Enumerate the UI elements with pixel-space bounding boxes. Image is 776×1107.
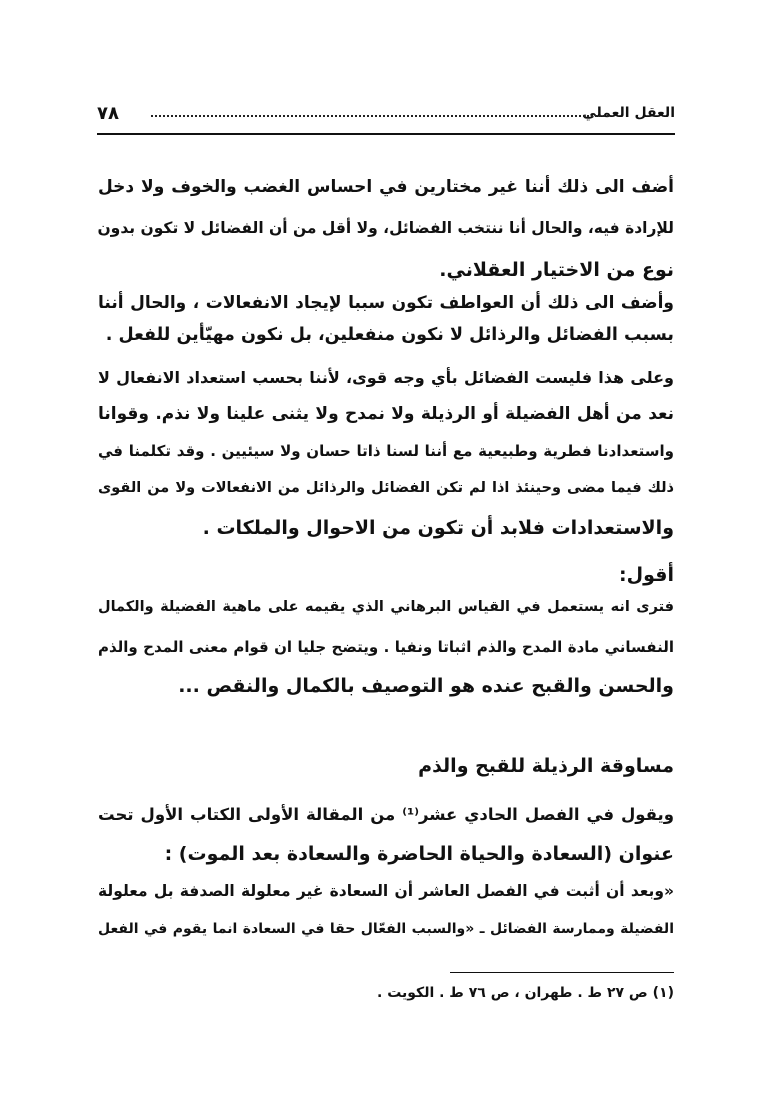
text-line: نعد من أهل الفضيلة أو الرذيلة ولا نمدح ولا يثنى علينا ولا نذم. وقوانا (98, 404, 674, 424)
header-rule (97, 133, 675, 135)
text-line: نوع من الاختيار العقلاني. (439, 259, 674, 281)
text-line: واستعدادنا فطرية وطبيعية مع أننا لسنا ذاتا حسان ولا سيئيين . وقد تكلمنا في (98, 442, 674, 460)
footnote: (١) ص ٢٧ ط . طهران ، ص ٧٦ ط . الكويت . (377, 985, 674, 1001)
text-line: وأضف الى ذلك أن العواطف تكون سببا لإيجاد الانفعالات ، والحال أننا (98, 293, 674, 313)
chapter-title: العقل العملي (582, 105, 675, 121)
text-line: والحسن والقبح عنده هو التوصيف بالكمال والنقص ... (178, 675, 674, 697)
header-dot-leader (151, 115, 609, 117)
text-line: أضف الى ذلك أننا غير مختارين في احساس الغضب والخوف ولا دخل (98, 177, 674, 197)
text-line: عنوان (السعادة والحياة الحاضرة والسعادة بعد الموت) : (164, 843, 674, 865)
text-line: بسبب الفضائل والرذائل لا نكون منفعلين، بل نكون مهيّأين للفعل . (105, 325, 674, 345)
text-line: والاستعدادات فلابد أن تكون من الاحوال والملكات . (202, 517, 674, 539)
page-number: ٧٨ (97, 103, 119, 124)
text-line: ويقول في الفصل الحادي عشر⁽¹⁾ من المقالة الأولى الكتاب الأول تحت (98, 805, 674, 824)
text-line: ذلك فيما مضى وحينئذ اذا لم تكن الفضائل والرذائل من الانفعالات ولا من القوى (98, 480, 674, 496)
running-header (97, 103, 675, 129)
text-line: فترى انه يستعمل في القياس البرهاني الذي يقيمه على ماهية الفضيلة والكمال (98, 599, 674, 615)
aqul-label: أقول: (619, 564, 674, 586)
text-line: وعلى هذا فليست الفضائل بأي وجه قوى، لأننا بحسب استعداد الانفعال لا (98, 368, 674, 387)
footnote-rule (450, 972, 674, 973)
text-line: الفضيلة وممارسة الفضائل ـ «والسبب الفعّال حقا في السعادة انما يقوم في الفعل (98, 921, 674, 937)
text-line: للإرادة فيه، والحال أنا ننتخب الفضائل، ولا أقل من أن الفضائل لا تكون بدون (97, 219, 674, 237)
text-line: النفساني مادة المدح والذم اثباتا ونفيا . ويتضح جليا ان قوام معنى المدح والذم (98, 638, 674, 656)
section-heading: مساوقة الرذيلة للقبح والذم (418, 755, 674, 777)
text-line: «وبعد أن أثبت في الفصل العاشر أن السعادة غير معلولة الصدفة بل معلولة (98, 882, 674, 900)
